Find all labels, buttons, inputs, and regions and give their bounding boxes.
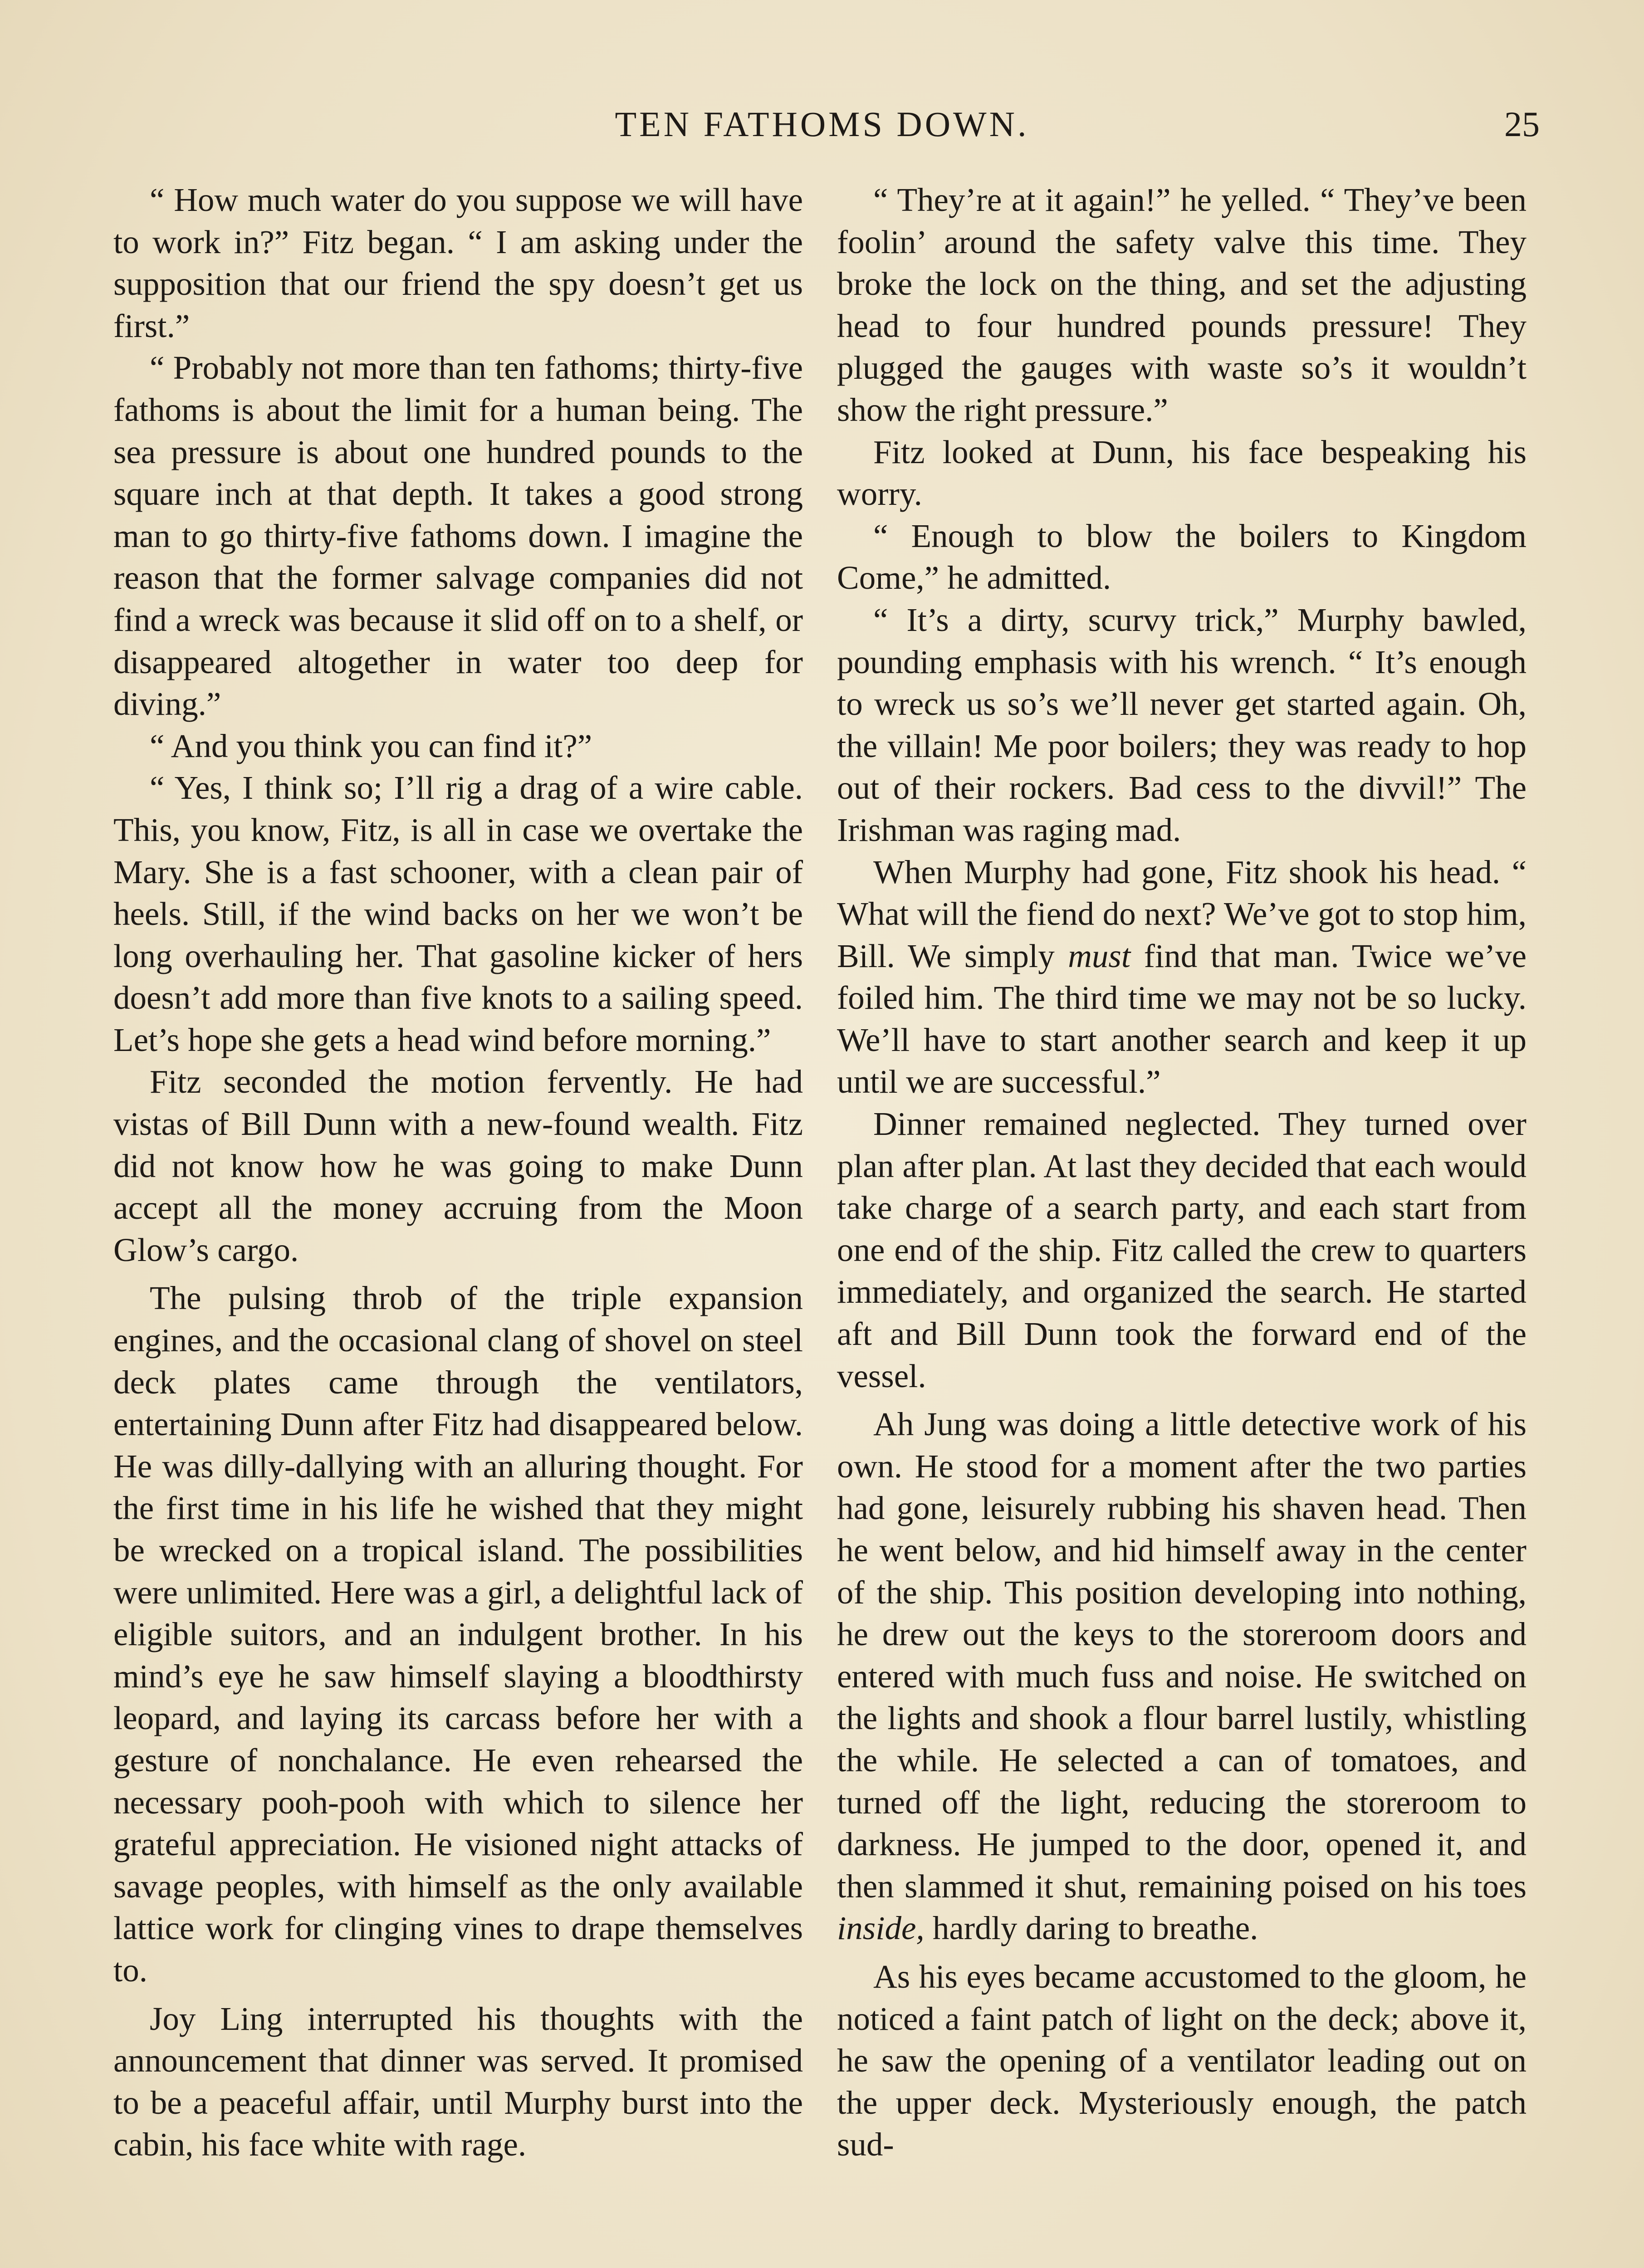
- paragraph: Dinner remained neglected. They turned over plan after plan. At last they decided that each would take charge of a search party, and each start from one end of the ship. Fitz called the crew to quarters immediately, and organized the search. He started aft and Bill Dunn took the forward end of the vessel.: [837, 1105, 1527, 1394]
- paragraph: “ Enough to blow the boilers to Kingdom Come,” he admitted.: [837, 517, 1527, 596]
- paragraph: Fitz looked at Dunn, his face bespeaking his worry.: [837, 433, 1527, 513]
- chapter-title: TEN FATHOMS DOWN.: [615, 104, 1029, 144]
- paragraph: The pulsing throb of the triple expansion engines, and the occasional clang of shovel on steel deck plates came through the ventilators, entertaining Dunn after Fitz had disappeared below. He was dilly-dallying with an alluring thought. For the first time in his life he wished that they might be wrecked on a tropical island. The possibilities were unlimited. Here was a girl, a delightful lack of eligible suitors, and an indulgent brother. In his mind’s eye he saw himself slaying a bloodthirsty leopard, and laying its carcass before her with a gesture of nonchalance. He even rehearsed the necessary pooh-pooh with which to silence her grateful appreciation. He visioned night attacks of savage peoples, with himself as the only available lattice work for clinging vines to drape themselves to.: [113, 1280, 803, 1989]
- paragraph-text: find that man. Twice we’ve foiled him. The third time we may not be so lucky. We’ll have to start another search and keep it up until we are successful.”: [837, 937, 1527, 1100]
- paragraph-text: Ah Jung was doing a little detective work of his own. He stood for a moment after the two parties had gone, leisurely rubbing his shaven head. Then he went below, and hid himself away in the center of the ship. This position developing into nothing, he drew out the keys to the storeroom doors and entered with much fuss and noise. He switched on the lights and shook a flour barrel lustily, whistling the while. He selected a can of tomatoes, and turned off the light, reducing the storeroom to darkness. He jumped to the door, opened it, and then slammed it shut, remaining poised on his toes: [837, 1406, 1527, 1905]
- running-head: [0, 98, 1644, 152]
- emphasis: inside,: [837, 1910, 925, 1947]
- paragraph: “ They’re at it again!” he yelled. “ They’ve been foolin’ around the safety valve this time. They broke the lock on the thing, and set the adjusting head to four hundred pounds pressure! They plugged the gauges with waste so’s it wouldn’t show the right pressure.”: [837, 181, 1527, 428]
- paragraph: “ Yes, I think so; I’ll rig a drag of a wire cable. This, you know, Fitz, is all in case we overtake the Mary. She is a fast schooner, with a clean pair of heels. Still, if the wind backs on her we won’t be long overhauling her. That gasoline kicker of hers doesn’t add more than five knots to a sailing speed. Let’s hope she gets a head wind before morning.”: [113, 769, 803, 1058]
- paragraph-text: hardly daring to breathe.: [924, 1910, 1258, 1947]
- paragraph: Joy Ling interrupted his thoughts with the announcement that dinner was served. It promised to be a peaceful affair, until Murphy burst into the cabin, his face white with rage.: [113, 2000, 803, 2163]
- paragraph: [837, 851, 1527, 1104]
- right-column: [837, 179, 1527, 2166]
- paragraph: “ It’s a dirty, scurvy trick,” Murphy bawled, pounding emphasis with his wrench. “ It’s enough to wreck us so’s we’ll never get started again. Oh, the villain! Me poor boilers; they was ready to hop out of their rockers. Bad cess to the divvil!” The Irishman was raging mad.: [837, 601, 1527, 848]
- paragraph: [837, 1403, 1527, 1950]
- paragraph: “ How much water do you suppose we will have to work in?” Fitz began. “ I am asking under the supposition that our friend the spy doesn’t get us first.”: [113, 181, 803, 344]
- paragraph-text: When Murphy had gone, Fitz shook his head. “ What will the fiend do next? We’ve got to stop him, Bill. We simply: [837, 853, 1527, 974]
- paragraph: Fitz seconded the motion fervently. He had vistas of Bill Dunn with a new-found wealth. Fitz did not know how he was going to make Dunn accept all the money accruing from the Moon Glow’s cargo.: [113, 1063, 803, 1268]
- left-column: [113, 179, 803, 2166]
- paragraph: As his eyes became accustomed to the gloom, he noticed a faint patch of light on the deck; above it, he saw the opening of a ventilator leading out on the upper deck. Mysteriously enough, the patch sud-: [837, 1958, 1527, 2163]
- emphasis: must: [1068, 937, 1131, 974]
- paragraph: “ And you think you can find it?”: [150, 727, 592, 764]
- page-number: 25: [1504, 104, 1540, 144]
- paragraph: “ Probably not more than ten fathoms; thirty-five fathoms is about the limit for a human being. The sea pressure is about one hundred pounds to the square inch at that depth. It takes a good strong man to go thirty-five fathoms down. I imagine the reason that the former salvage companies did not find a wreck was because it slid off on to a shelf, or disappeared altogether in water too deep for diving.”: [113, 349, 803, 723]
